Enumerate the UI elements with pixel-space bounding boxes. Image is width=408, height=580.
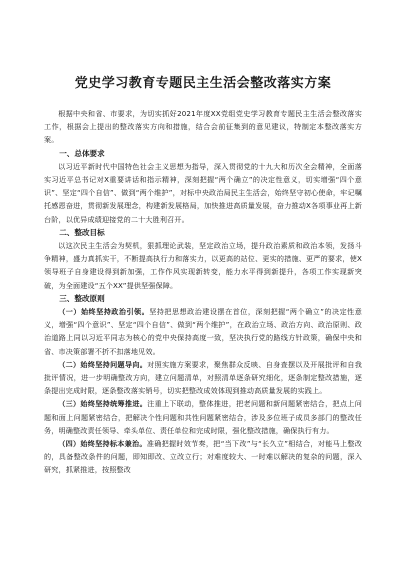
document-title: 党史学习教育专题民主生活会整改落实方案 [74, 76, 332, 91]
principle-text: 坚持把思想政治建设摆在首位，深刻把握“两个确立”的决定性意义，增强“四个意识”、坚定“四个自信”、做到“两个维护”，在政治立场、政治方向、政治原则、政治道路上同以习近平同志为核心的党中央保持高度一致，坚决执行党的路线方针政策，确保中央和省、市决策部署不折不扣落地见效。 [44, 307, 362, 356]
principle-text: 准确把握时效节奏，把“当下改”与“长久立”相结合，对能马上整改的，具备整改条件的问题，即知即改、立改立行；对难度较大、一时难以解决的复杂的问题，深入研究，抓紧推进，按照整改 [44, 439, 362, 475]
principle-lead: （二）始终坚持问题导向。 [58, 359, 148, 369]
principle-problem-oriented [44, 358, 362, 398]
principle-lead: （四）始终坚持标本兼治。 [58, 439, 147, 449]
principle-coordinated [44, 397, 362, 437]
principle-lead: （一）始终坚持政治引领。 [58, 307, 150, 317]
principle-text: 对照实施方案要求，聚焦群众反映、自身查摆以及开展批评和自我批评情况，进一步明确整改方向，建立问题清单，对照清单逐条研究细化，逐条制定整改措施，逐条提出完成时限，逐条整改落实销号，切实把整改成效体现到推动高质量发展的实践上。 [44, 359, 362, 396]
goals-paragraph: 以这次民主生活会为契机，狠抓理论武装，坚定政治立场，提升政治素质和政治本领，发扬斗争精神，盛力真抓实干，不断提高执行力和落实力，以更高的站位、更实的措施、更严的要求，使X领导班子自身建设得到新加强，工作作风实现新转变，能力水平得到新提升，各项工作实现新突破，为全面建设“五个XX”提供坚强保障。 [44, 241, 362, 290]
section-heading-requirements: 一、总体要求 [59, 148, 105, 158]
principle-text: 注重上下联动，整体推进，把老问题和新问题紧密结合，把点上问题和面上问题紧密结合，把解决个性问题和共性问题紧密结合，涉及多位班子成员多部门的整改任务，明确整改责任领导、牵头单位、责任单位和完成时限，强化整改措施，确保执行有力。 [44, 399, 362, 435]
section-heading-principles: 三、整改原则 [59, 293, 105, 303]
principle-lead: （三）始终坚持统筹推进。 [58, 399, 148, 409]
principle-root-and-symptom [44, 437, 362, 477]
section-heading-goals: 二、整改目标 [59, 227, 105, 237]
intro-paragraph: 根据中央和省、市要求，为切实抓好2021年度XX党组党史学习教育专题民主生活会整改落实工作，根据会上提出的整改落实方向和措施，结合会前征集到的意见建议，特制定本整改落实方案。 [44, 109, 362, 145]
requirements-paragraph: 以习近平新时代中国特色社会主义思想为指导，深入贯彻党的十九大和历次全会精神，全面落实习近平总书记对X重要讲话和指示精神，深刻把握“两个确立”的决定性意义，切实增强“四个意识”、坚定“四个自信”、做到“两个维护”，对标中央政治局民主生活会，始终坚守初心使命，牢记嘱托感恩奋进，贯彻新发展理念，构建新发展格局，加快推进高质量发展，奋力推动X各项事业再上新台阶，以优异成绩迎接党的二十大胜利召开。 [44, 161, 362, 224]
principle-political-leadership [44, 305, 362, 358]
